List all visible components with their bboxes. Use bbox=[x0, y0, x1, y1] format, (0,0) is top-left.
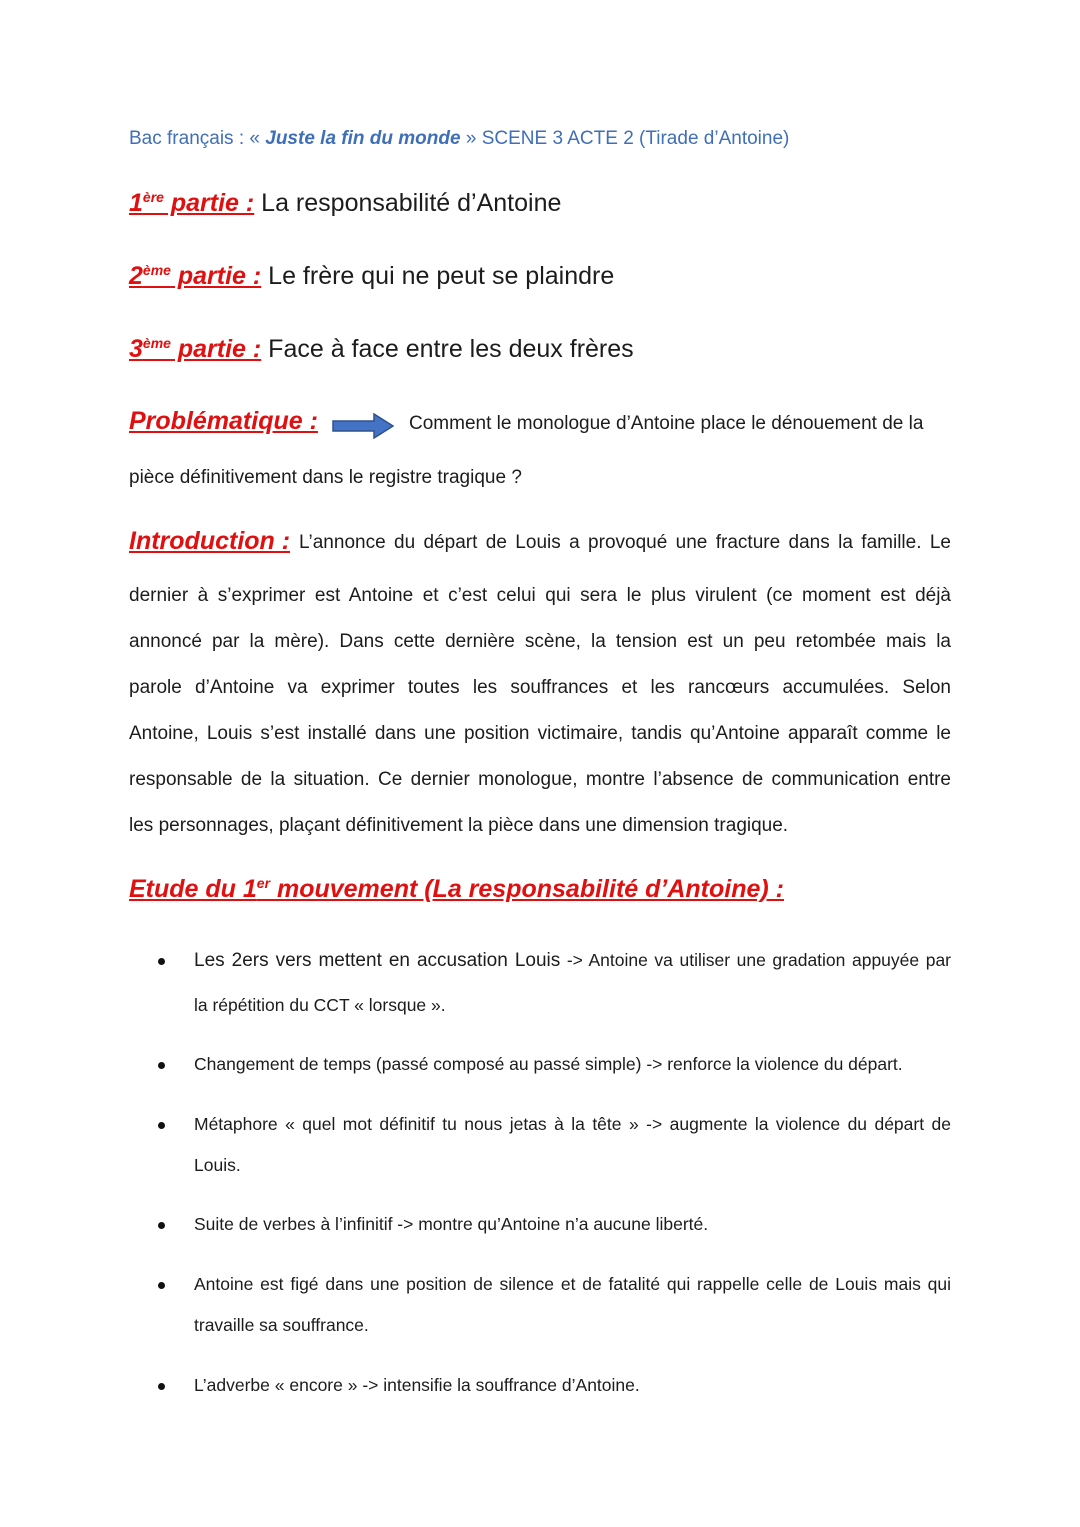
part-2-text: Le frère qui ne peut se plaindre bbox=[261, 262, 615, 290]
bullet-5-line-2: travaille sa souffrance. bbox=[194, 1315, 369, 1335]
problematique-label: Problématique : bbox=[129, 407, 318, 435]
introduction-line-3: annoncé par la mère). Dans cette dernière scène, la tension est un peu retombée mais la bbox=[129, 631, 951, 652]
introduction-line-1: L’annonce du départ de Louis a provoqué une fracture dans la famille. Le bbox=[299, 532, 951, 553]
bullet-2-line-1: Changement de temps (passé composé au passé simple) -> renforce la violence du départ. bbox=[194, 1054, 903, 1074]
introduction-line-6: responsable de la situation. Ce dernier monologue, montre l’absence de communication entre bbox=[129, 769, 951, 790]
header-close-quote: » bbox=[460, 128, 477, 149]
bullet-3-line-2: Louis. bbox=[194, 1155, 241, 1175]
part-3 bbox=[129, 335, 634, 364]
bullet-dot bbox=[158, 958, 165, 965]
problematique-line-1: Comment le monologue d’Antoine place le dénouement de la bbox=[409, 413, 924, 434]
introduction-line-4: parole d’Antoine va exprimer toutes les souffrances et les rancœurs accumulées. Selon bbox=[129, 677, 951, 698]
header-open-quote: « bbox=[249, 128, 266, 149]
bullet-4-line-1: Suite de verbes à l’infinitif -> montre qu’Antoine n’a aucune liberté. bbox=[194, 1214, 709, 1234]
bullet-dot bbox=[158, 1282, 165, 1289]
part-2 bbox=[129, 262, 614, 291]
part-2-label: 2ème partie : bbox=[129, 262, 262, 290]
part-3-label: 3ème partie : bbox=[129, 335, 262, 363]
bullet-1-line-1: Les 2ers vers mettent en accusation Louis -> Antoine va utiliser une gradation appuyée par bbox=[194, 950, 952, 971]
bullet-3-line-1: Métaphore « quel mot définitif tu nous jetas à la tête » -> augmente la violence du départ de bbox=[194, 1114, 951, 1134]
bullet-5-line-1: Antoine est figé dans une position de silence et de fatalité qui rappelle celle de Louis mais qui bbox=[194, 1274, 951, 1294]
part-1-label: 1ère partie : bbox=[129, 189, 255, 217]
part-1-text: La responsabilité d’Antoine bbox=[254, 189, 562, 217]
bullet-dot bbox=[158, 1383, 165, 1390]
document-header bbox=[129, 128, 789, 150]
introduction-line-2: dernier à s’exprimer est Antoine et c’est celui qui sera le plus virulent (ce moment est déjà bbox=[129, 585, 951, 606]
bullet-dot bbox=[158, 1062, 165, 1069]
part-3-text: Face à face entre les deux frères bbox=[261, 335, 634, 363]
etude-heading: Etude du 1er mouvement (La responsabilité d’Antoine) : bbox=[129, 875, 784, 903]
bullet-6-line-1: L’adverbe « encore » -> intensifie la souffrance d’Antoine. bbox=[194, 1375, 640, 1395]
header-prefix: Bac français : bbox=[129, 128, 250, 149]
introduction-line-7: les personnages, plaçant définitivement la pièce dans une dimension tragique. bbox=[129, 815, 789, 836]
bullet-1-line-2: la répétition du CCT « lorsque ». bbox=[194, 995, 446, 1015]
arrow-right-icon bbox=[332, 413, 394, 439]
work-title: Juste la fin du monde bbox=[265, 128, 461, 149]
bullet-dot bbox=[158, 1122, 165, 1129]
introduction-label: Introduction : bbox=[129, 527, 291, 555]
introduction-line-5: Antoine, Louis s’est installé dans une position victimaire, tandis qu’Antoine apparaît comme le bbox=[129, 723, 951, 744]
problematique-line-2: pièce définitivement dans le registre tragique ? bbox=[129, 467, 522, 488]
header-suffix: SCENE 3 ACTE 2 (Tirade d’Antoine) bbox=[476, 128, 790, 149]
bullet-dot bbox=[158, 1222, 165, 1229]
part-1 bbox=[129, 189, 561, 218]
